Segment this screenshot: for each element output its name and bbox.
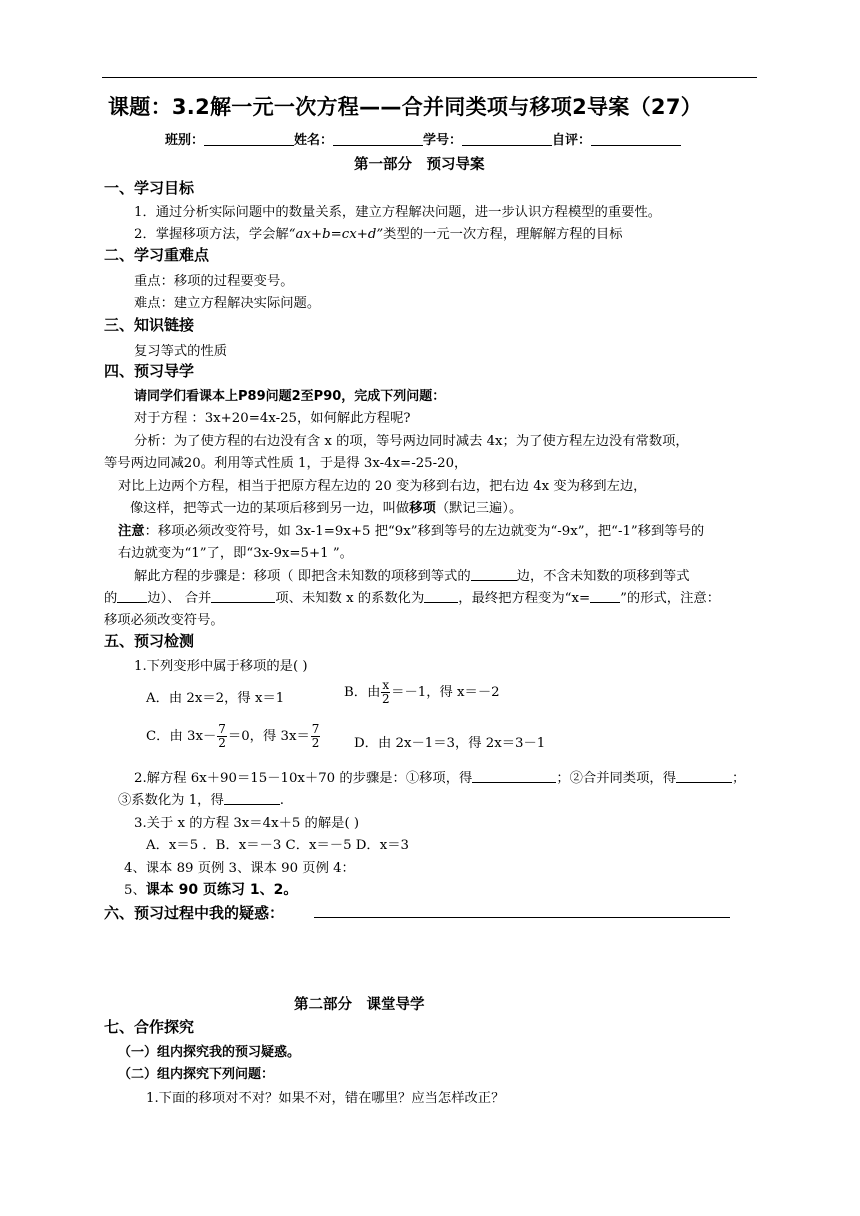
section6-heading: 六、预习过程中我的疑惑： — [104, 904, 285, 922]
steps-text-2d: ，最终把方程变为“x= — [458, 591, 591, 606]
class-label: 班别： — [165, 133, 205, 148]
note-text-1: ：移项必须改变符号，如 3x-1=9x+5 把“9x”移到等号的左边就变为“-9x”，把“-1”移到等号的 — [144, 524, 705, 539]
header-rule — [102, 77, 757, 78]
check-q1: 1.下列变形中属于移项的是( ) — [134, 659, 308, 674]
note-line-2: 右边就变为“1”了，即“3x-9x=5+1 ”。 — [118, 546, 353, 561]
q5-prefix: 5、 — [124, 883, 146, 898]
check-q1-option-b — [344, 679, 500, 706]
blank-combine[interactable] — [211, 591, 275, 603]
goal-item-2-text: 2．掌握移项方法，学会解 — [134, 227, 289, 242]
definition-rest: （默记三遍）。 — [435, 501, 523, 516]
part2-title: 第二部分 课堂导学 — [294, 997, 425, 1013]
check-q3-options: A．x＝5 ．B．x＝－3 C．x＝－5 D．x＝3 — [146, 838, 409, 853]
blank-combine-terms[interactable] — [676, 771, 732, 783]
steps-text-2c: 项、未知数 x 的系数化为 — [275, 591, 425, 606]
steps-text-2b: 边）、 合并 — [147, 591, 212, 606]
definition-text: 像这样，把等式一边的某项后移到另一边，叫做 — [130, 501, 410, 516]
steps-text-2e: ”的形式，注意： — [620, 591, 720, 606]
section4-heading: 四、预习导学 — [104, 362, 195, 380]
steps-line-1 — [134, 565, 690, 584]
blank-x-value[interactable] — [590, 591, 620, 603]
compare-line: 对比上边两个方程，相当于把原方程左边的 20 变为移到右边，把右边 4x 变为移到左边， — [118, 479, 647, 494]
section3-heading: 三、知识链接 — [104, 316, 195, 334]
cooperation-sub-2: （二）组内探究下列问题： — [118, 1067, 275, 1082]
note-label: 注意 — [118, 524, 145, 539]
name-blank[interactable] — [333, 133, 423, 146]
goal-item-2-expr: “ax+b=cx+d” — [288, 227, 384, 242]
difficult-point: 难点：建立方程解决实际问题。 — [134, 296, 321, 311]
blank-side-2[interactable] — [117, 591, 147, 603]
fraction-x-over-2: $\frac{x}{2}$ — [381, 678, 390, 706]
steps-line-2 — [104, 587, 720, 606]
blank-move-terms[interactable] — [472, 771, 556, 783]
doubts-answer-line[interactable] — [314, 917, 730, 918]
option-c-prefix: C．由 3x－ — [146, 729, 217, 744]
goal-item-2 — [134, 223, 623, 242]
part1-title: 第一部分 预习导案 — [354, 157, 485, 173]
check-q4: 4、课本 89 页例 3、课本 90 页例 4： — [124, 861, 355, 876]
steps-text-1a: 解此方程的步骤是：移项（ 即把含未知数的项移到等式的 — [134, 569, 471, 584]
option-b-prefix: B．由 — [344, 685, 381, 700]
student-info-line — [165, 129, 681, 148]
check-q5 — [124, 879, 297, 899]
check-q1-option-d: D．由 2x－1＝3，得 2x＝3－1 — [354, 736, 546, 751]
self-eval-blank[interactable] — [591, 133, 681, 146]
goal-item-2-rest: 类型的一元一次方程，理解解方程的目标 — [383, 227, 623, 242]
fraction-7-over-2-b: $\frac{7}{2}$ — [311, 722, 320, 750]
section2-heading: 二、学习重难点 — [104, 246, 210, 264]
option-c-mid: ＝0，得 3x＝ — [227, 729, 310, 744]
blank-coefficient[interactable] — [424, 591, 458, 603]
section1-heading: 一、学习目标 — [104, 179, 195, 197]
page-title: 课题：3.2解一元一次方程——合并同类项与移项2导案（27） — [108, 95, 703, 119]
name-label: 姓名： — [294, 133, 334, 148]
q2-text-e: . — [279, 793, 284, 808]
steps-text-2a: 的 — [104, 591, 118, 606]
q2-text-d: ③系数化为 1，得 — [118, 793, 224, 808]
cooperation-sub-1: （一）组内探究我的预习疑惑。 — [118, 1045, 301, 1060]
analysis-line-1: 分析：为了使方程的右边没有含 x 的项，等号两边同时减去 4x；为了使方程左边没有常数项， — [134, 434, 689, 449]
check-q1-option-a: A．由 2x＝2，得 x＝1 — [146, 691, 285, 706]
q2-text-b: ；②合并同类项，得 — [556, 771, 676, 786]
definition-line — [130, 497, 522, 516]
self-eval-label: 自评： — [552, 133, 592, 148]
q2-text-c: ； — [732, 771, 746, 786]
section5-heading: 五、预习检测 — [104, 632, 195, 650]
check-q2 — [134, 767, 745, 786]
knowledge-link-text: 复习等式的性质 — [134, 344, 228, 359]
fraction-7-over-2: $\frac{7}{2}$ — [218, 722, 226, 750]
number-label: 学号： — [423, 133, 463, 148]
check-q2-line-2 — [118, 789, 284, 808]
steps-text-1b: 边，不含未知数的项移到等式 — [516, 569, 690, 584]
key-point: 重点：移项的过程要变号。 — [134, 274, 294, 289]
q2-text-a: 2.解方程 6x＋90＝15－10x＋70 的步骤是：①移项，得 — [134, 771, 473, 786]
class-blank[interactable] — [204, 133, 294, 146]
equation-question: 对于方程 ：3x+20=4x-25，如何解此方程呢? — [134, 411, 411, 426]
option-b-rest: ＝－1，得 x＝－2 — [391, 685, 500, 700]
term-yixiang: 移项 — [409, 501, 436, 516]
number-blank[interactable] — [462, 133, 552, 146]
blank-side-1[interactable] — [471, 569, 517, 581]
blank-coefficient-one[interactable] — [224, 793, 280, 805]
section7-heading: 七、合作探究 — [104, 1018, 195, 1036]
goal-item-1: 1．通过分析实际问题中的数量关系，建立方程解决问题，进一步认识方程模型的重要性。 — [134, 205, 662, 220]
check-q3: 3.关于 x 的方程 3x＝4x＋5 的解是( ) — [134, 816, 360, 831]
cooperation-q1: 1.下面的移项对不对？如果不对，错在哪里？应当怎样改正？ — [146, 1091, 505, 1106]
steps-line-3: 移项必须改变符号。 — [104, 613, 224, 628]
check-q1-option-c — [146, 723, 321, 750]
note-line-1 — [118, 520, 704, 539]
q5-bold-text: 课本 90 页练习 1、2。 — [145, 882, 298, 898]
analysis-line-2: 等号两边同减20。利用等式性质 1，于是得 3x-4x=-25-20， — [104, 456, 468, 471]
preview-intro: 请同学们看课本上P89问题2至P90，完成下列问题： — [134, 389, 446, 404]
